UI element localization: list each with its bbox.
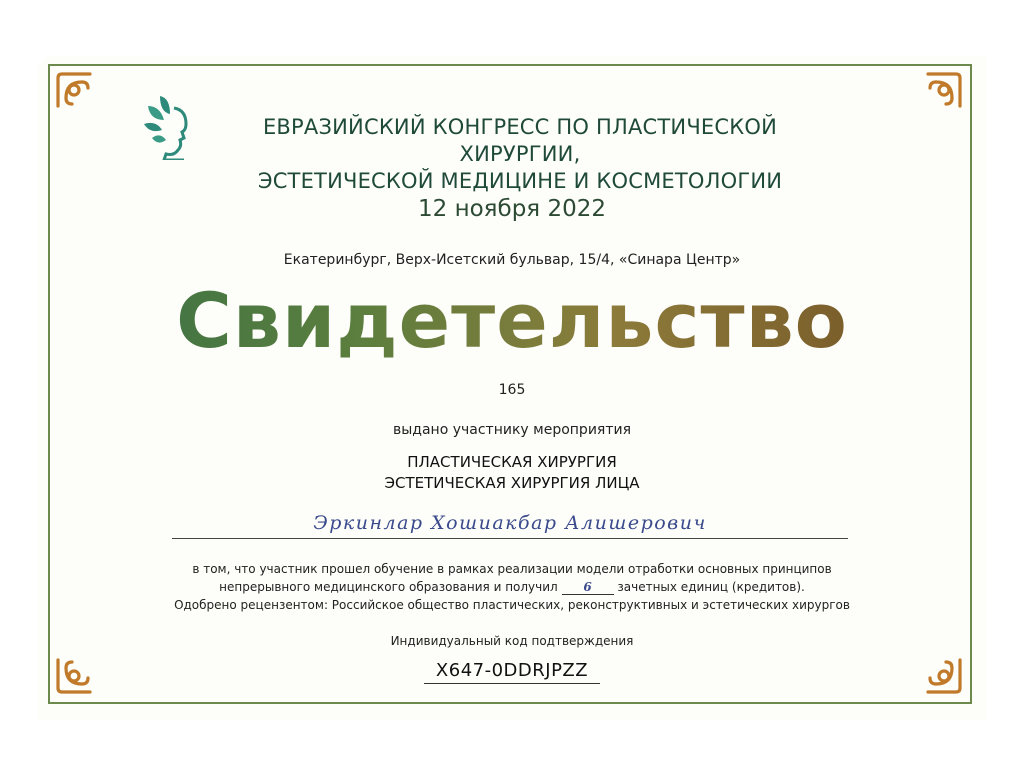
corner-ornament-icon bbox=[52, 68, 96, 112]
reviewer-text: Одобрено рецензентом: Российское общество пластических, реконструктивных и эстетических хирургов bbox=[174, 598, 850, 612]
corner-ornament-icon bbox=[922, 654, 966, 698]
certificate-number: 165 bbox=[498, 382, 526, 398]
body-text-line2 bbox=[120, 578, 904, 596]
certificate-body-text bbox=[120, 560, 904, 614]
confirmation-code: X647-0DDRJPZZ bbox=[424, 660, 600, 684]
name-underline bbox=[172, 538, 848, 539]
specialty-line2: ЭСТЕТИЧЕСКАЯ ХИРУРГИЯ ЛИЦА bbox=[384, 474, 640, 492]
corner-ornament-icon bbox=[52, 654, 96, 698]
credits-value: 6 bbox=[562, 580, 614, 595]
congress-name-line2: ЭСТЕТИЧЕСКОЙ МЕДИЦИНЕ И КОСМЕТОЛОГИИ bbox=[257, 169, 783, 193]
participant-name: Эркинлар Хошиакбар Алишерович bbox=[313, 512, 707, 534]
body-text-line1: в том, что участник прошел обучение в рамках реализации модели отработки основных принципов bbox=[192, 562, 832, 576]
confirmation-code-label: Индивидуальный код подтверждения bbox=[390, 634, 634, 648]
issued-to-text: выдано участнику мероприятия bbox=[392, 422, 632, 438]
face-silhouette-with-leaves-icon bbox=[140, 88, 196, 160]
certificate-title: Свидетельство bbox=[0, 276, 1024, 366]
body-text-line2-before: непрерывного медицинского образования и получил bbox=[219, 580, 558, 594]
specialty bbox=[0, 452, 1024, 494]
congress-name-line1: ЕВРАЗИЙСКИЙ КОНГРЕСС ПО ПЛАСТИЧЕСКОЙ ХИРУРГИИ, bbox=[262, 115, 778, 166]
corner-ornament-icon bbox=[922, 68, 966, 112]
event-venue: Екатеринбург, Верх-Исетский бульвар, 15/4, «Синара Центр» bbox=[283, 252, 741, 268]
congress-name bbox=[200, 114, 840, 195]
body-text-line2-after: зачетных единиц (кредитов). bbox=[617, 580, 805, 594]
specialty-line1: ПЛАСТИЧЕСКАЯ ХИРУРГИЯ bbox=[407, 453, 617, 471]
event-date: 12 ноября 2022 bbox=[418, 196, 606, 222]
